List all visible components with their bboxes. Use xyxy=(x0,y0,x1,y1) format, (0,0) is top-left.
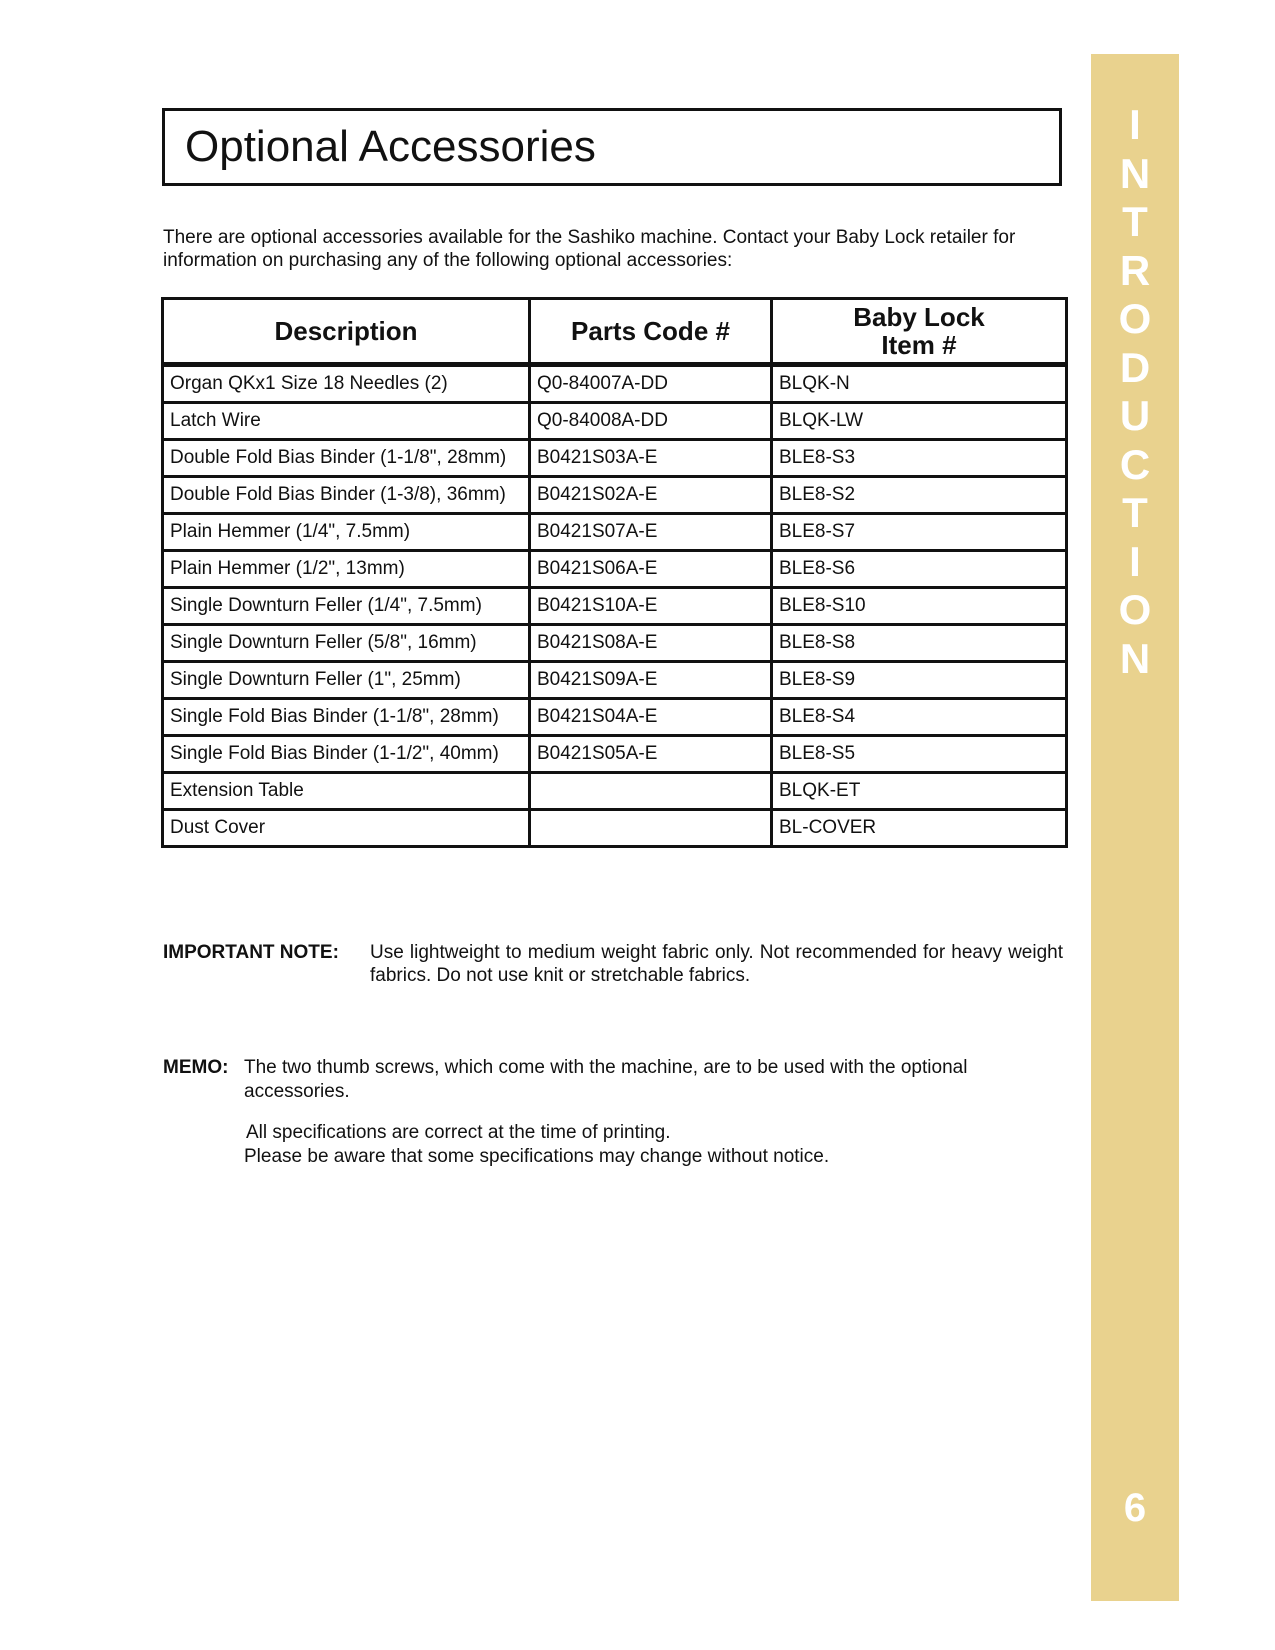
cell-description: Dust Cover xyxy=(163,810,530,847)
cell-parts-code: B0421S10A-E xyxy=(530,588,772,625)
cell-parts-code: B0421S09A-E xyxy=(530,662,772,699)
table-row xyxy=(163,551,1067,588)
side-tab-letter: I xyxy=(1129,101,1141,148)
cell-parts-code: Q0-84008A-DD xyxy=(530,403,772,440)
side-tab-letter: R xyxy=(1119,246,1151,294)
intro-paragraph: There are optional accessories available for the Sashiko machine. Contact your Baby Lock retailer for information on purchasing any of the following optional accessories: xyxy=(163,227,1016,271)
cell-description: Single Downturn Feller (1", 25mm) xyxy=(163,662,530,699)
cell-description: Single Downturn Feller (1/4", 7.5mm) xyxy=(163,588,530,625)
page-title: Optional Accessories xyxy=(185,122,596,171)
cell-item: BLE8-S5 xyxy=(772,736,1067,773)
important-note xyxy=(163,941,1063,987)
header-description: Description xyxy=(163,299,530,365)
specs-notice xyxy=(244,1121,1064,1169)
cell-parts-code xyxy=(530,773,772,810)
table-row xyxy=(163,477,1067,514)
cell-parts-code: B0421S03A-E xyxy=(530,440,772,477)
header-item-line2: Item # xyxy=(881,330,957,360)
side-tab-letter: T xyxy=(1122,198,1148,245)
table-row xyxy=(163,699,1067,736)
side-tab-letter: T xyxy=(1122,489,1148,536)
cell-item: BLQK-N xyxy=(772,365,1067,403)
cell-item: BLE8-S2 xyxy=(772,477,1067,514)
cell-parts-code: B0421S04A-E xyxy=(530,699,772,736)
table-row xyxy=(163,810,1067,847)
cell-description: Single Fold Bias Binder (1-1/8", 28mm) xyxy=(163,699,530,736)
memo-text: The two thumb screws, which come with the machine, are to be used with the optional accessories. xyxy=(244,1057,968,1102)
accessories-table xyxy=(161,297,1068,848)
side-tab-letter: C xyxy=(1119,440,1151,488)
cell-parts-code: B0421S06A-E xyxy=(530,551,772,588)
table-row xyxy=(163,365,1067,403)
cell-item: BLE8-S7 xyxy=(772,514,1067,551)
cell-item: BLE8-S8 xyxy=(772,625,1067,662)
cell-parts-code: Q0-84007A-DD xyxy=(530,365,772,403)
cell-item: BLQK-ET xyxy=(772,773,1067,810)
important-note-text: Use lightweight to medium weight fabric only. Not recommended for heavy weight fabrics. Do not use knit or stretchable fabrics. xyxy=(370,942,1063,986)
side-tab-letter: O xyxy=(1118,586,1152,633)
cell-item: BL-COVER xyxy=(772,810,1067,847)
cell-item: BLQK-LW xyxy=(772,403,1067,440)
section-side-tab xyxy=(1091,54,1179,1601)
cell-description: Plain Hemmer (1/2", 13mm) xyxy=(163,551,530,588)
page-number: 6 xyxy=(1123,1486,1147,1530)
cell-item: BLE8-S6 xyxy=(772,551,1067,588)
side-tab-letter: N xyxy=(1119,149,1151,197)
table-header-row xyxy=(163,299,1067,365)
side-tab-letter: U xyxy=(1119,392,1151,439)
cell-item: BLE8-S10 xyxy=(772,588,1067,625)
specs-line-1: All specifications are correct at the time of printing. xyxy=(246,1122,671,1143)
cell-parts-code: B0421S05A-E xyxy=(530,736,772,773)
important-note-label: IMPORTANT NOTE: xyxy=(163,942,339,963)
side-tab-letter: D xyxy=(1119,343,1151,391)
table-row xyxy=(163,514,1067,551)
title-box xyxy=(162,108,1062,186)
table-row xyxy=(163,403,1067,440)
memo-label: MEMO: xyxy=(163,1057,229,1078)
header-item-line1: Baby Lock xyxy=(853,302,985,332)
cell-parts-code: B0421S02A-E xyxy=(530,477,772,514)
cell-description: Organ QKx1 Size 18 Needles (2) xyxy=(163,365,530,403)
table-row xyxy=(163,773,1067,810)
cell-parts-code: B0421S08A-E xyxy=(530,625,772,662)
memo xyxy=(163,1056,1063,1104)
table-row xyxy=(163,736,1067,773)
cell-parts-code xyxy=(530,810,772,847)
table-row xyxy=(163,588,1067,625)
cell-item: BLE8-S4 xyxy=(772,699,1067,736)
header-item xyxy=(772,299,1067,365)
table-row xyxy=(163,625,1067,662)
table-body xyxy=(163,365,1067,847)
cell-item: BLE8-S9 xyxy=(772,662,1067,699)
cell-parts-code: B0421S07A-E xyxy=(530,514,772,551)
specs-line-2: Please be aware that some specifications may change without notice. xyxy=(244,1146,830,1167)
cell-description: Latch Wire xyxy=(163,403,530,440)
header-parts-code: Parts Code # xyxy=(530,299,772,365)
cell-description: Single Fold Bias Binder (1-1/2", 40mm) xyxy=(163,736,530,773)
side-tab-letter: O xyxy=(1118,295,1152,342)
table-row xyxy=(163,440,1067,477)
side-tab-letter: I xyxy=(1129,537,1141,585)
cell-description: Plain Hemmer (1/4", 7.5mm) xyxy=(163,514,530,551)
cell-description: Single Downturn Feller (5/8", 16mm) xyxy=(163,625,530,662)
table-row xyxy=(163,662,1067,699)
side-tab-letter: N xyxy=(1119,634,1151,682)
cell-description: Double Fold Bias Binder (1-1/8", 28mm) xyxy=(163,440,530,477)
cell-description: Extension Table xyxy=(163,773,530,810)
cell-description: Double Fold Bias Binder (1-3/8), 36mm) xyxy=(163,477,530,514)
cell-item: BLE8-S3 xyxy=(772,440,1067,477)
